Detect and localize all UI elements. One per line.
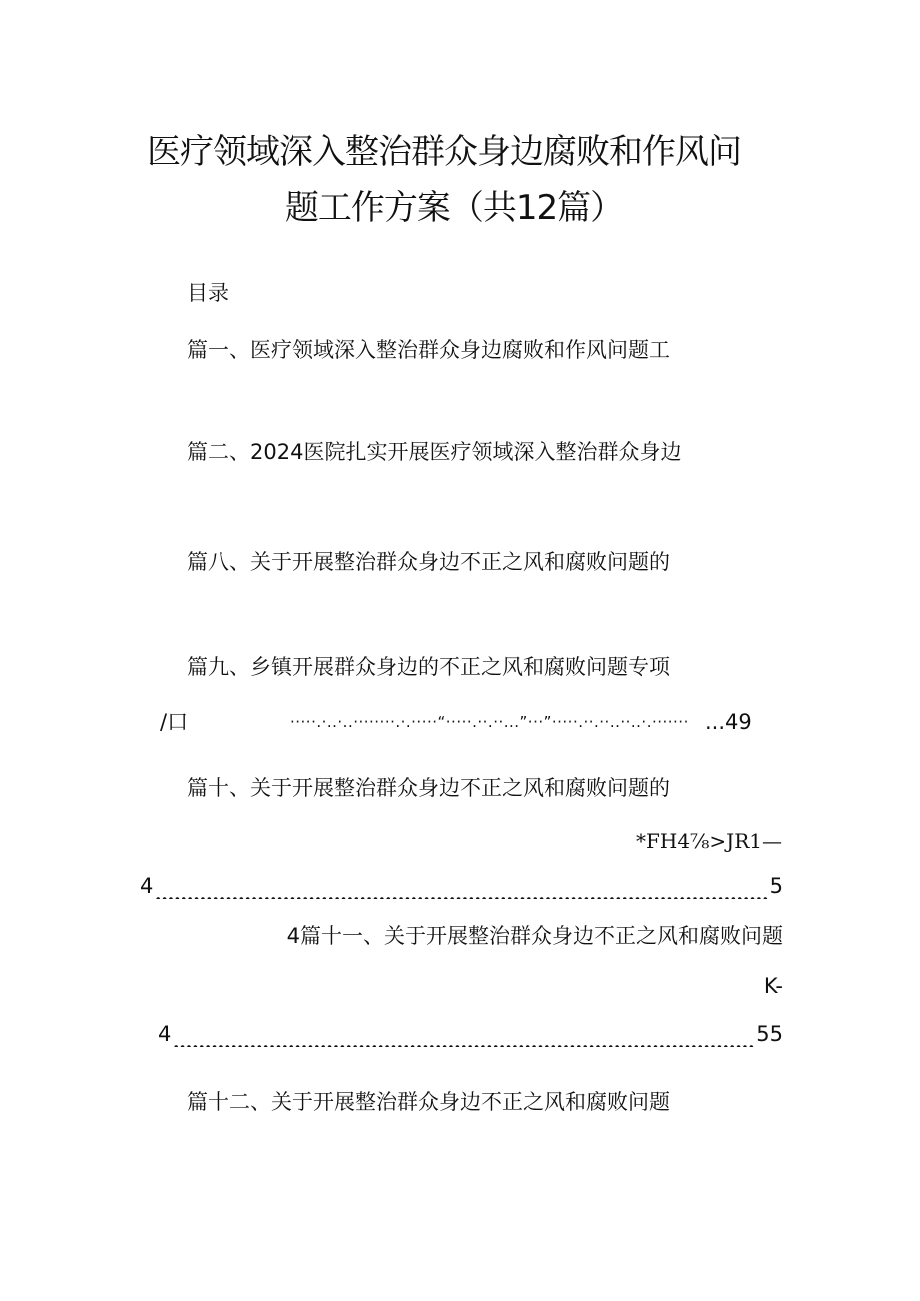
leader-row-1-start: 4 [140, 874, 154, 898]
toc-entry-10: 篇十、关于开展整治群众身边不正之风和腐败问题的 [187, 776, 670, 800]
toc-entry-11-page-number: 55 [756, 1022, 783, 1046]
toc-entry-10-leader-row [140, 873, 783, 899]
toc-entry-8: 篇八、关于开展整治群众身边不正之风和腐败问题的 [187, 550, 670, 574]
toc-entry-12: 篇十二、关于开展整治群众身边不正之风和腐败问题 [187, 1090, 670, 1114]
toc-entry-9-continuation: /口 [160, 710, 189, 734]
toc-entry-2: 篇二、2024医院扎实开展医疗领域深入整治群众身边 [187, 440, 682, 464]
toc-entry-11: 4篇十一、关于开展整治群众身边不正之风和腐败问题 [286, 924, 783, 948]
document-title-line-2: 题工作方案（共12篇） [284, 188, 624, 228]
toc-entry-9: 篇九、乡镇开展群众身边的不正之风和腐败问题专项 [187, 655, 670, 679]
toc-heading: 目录 [187, 281, 229, 305]
leader-dots [173, 1021, 754, 1047]
toc-entry-1: 篇一、医疗领域深入整治群众身边腐败和作风问题工 [187, 338, 670, 362]
toc-entry-10-garbled-text: *FH4⅞>JR1— [636, 829, 782, 853]
toc-entry-9-leader: ·····.·..·..········.·.·····“·····.··.··...”···”·····.··.··..··..·.······· [290, 713, 689, 731]
leader-dots [155, 873, 767, 899]
toc-entry-11-fragment: K- [763, 974, 783, 998]
toc-entry-9-page-number: ...49 [705, 710, 752, 734]
toc-entry-11-leader-row [158, 1021, 783, 1047]
toc-entry-10-page-number: 5 [769, 874, 783, 898]
document-title-line-1: 医疗领域深入整治群众身边腐败和作风问 [147, 132, 741, 172]
leader-row-2-start: 4 [158, 1022, 172, 1046]
